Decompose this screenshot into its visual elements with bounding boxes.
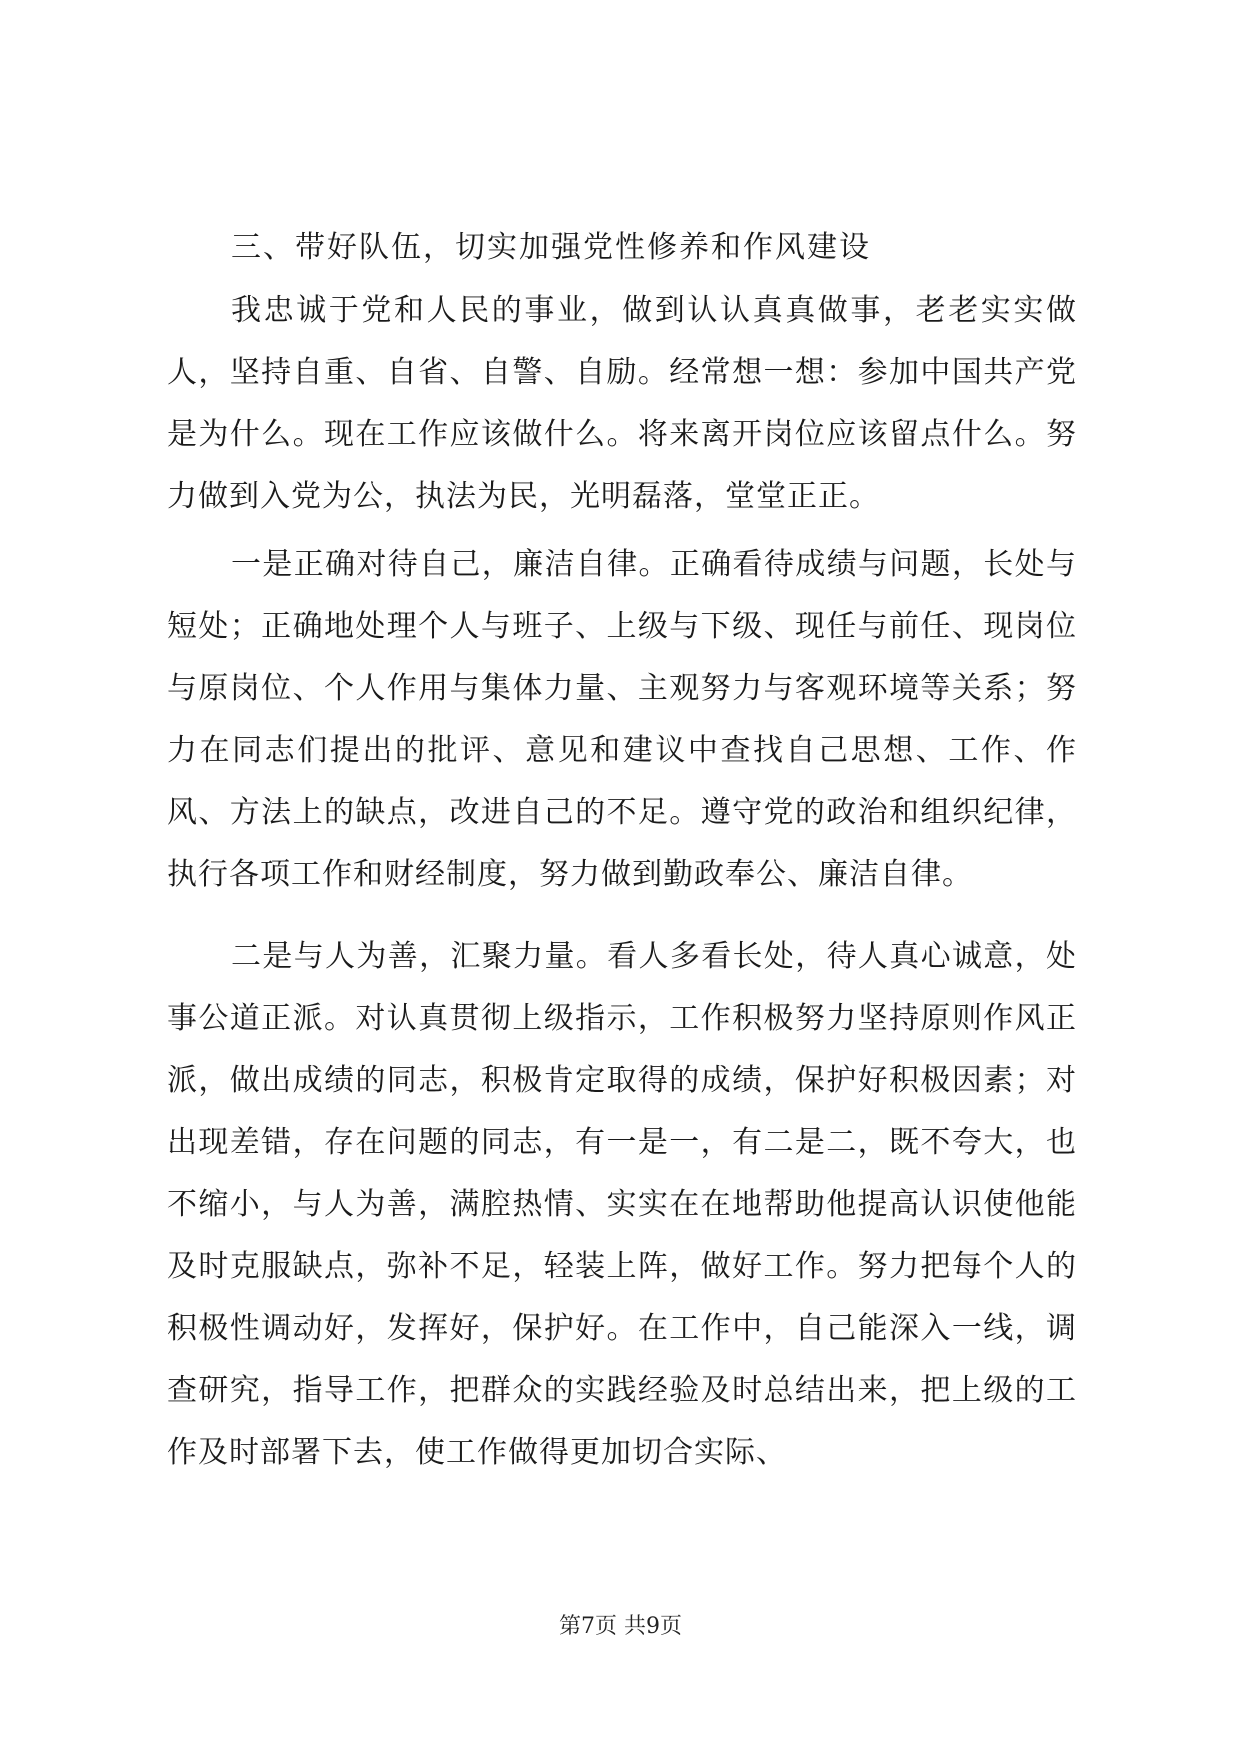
page-number-footer: 第7页 共9页	[559, 1614, 682, 1639]
paragraph-point-two: 二是与人为善，汇聚力量。看人多看长处，待人真心诚意，处事公道正派。对认真贯彻上级指示，工作积极努力坚持原则作风正派，做出成绩的同志，积极肯定取得的成绩，保护好积极因素；对出现差错，存在问题的同志，有一是一，有二是二，既不夸大，也不缩小，与人为善，满腔热情、实实在在地帮助他提高认识使他能及时克服缺点，弥补不足，轻装上阵，做好工作。努力把每个人的积极性调动好，发挥好，保护好。在工作中，自己能深入一线，调查研究，指导工作，把群众的实践经验及时总结出来，把上级的工作及时部署下去，使工作做得更加切合实际、	[167, 939, 1077, 1470]
paragraph-point-one: 一是正确对待自己，廉洁自律。正确看待成绩与问题，长处与短处；正确地处理个人与班子、上级与下级、现任与前任、现岗位与原岗位、个人作用与集体力量、主观努力与客观环境等关系；努力在同志们提出的批评、意见和建议中查找自己思想、工作、作风、方法上的缺点，改进自己的不足。遵守党的政治和组织纪律，执行各项工作和财经制度，努力做到勤政奉公、廉洁自律。	[167, 547, 1077, 892]
paragraph-intro: 我忠诚于党和人民的事业，做到认认真真做事，老老实实做人，坚持自重、自省、自警、自励。经常想一想：参加中国共产党是为什么。现在工作应该做什么。将来离开岗位应该留点什么。努力做到入党为公，执法为民，光明磊落，堂堂正正。	[167, 293, 1077, 514]
section-heading: 三、带好队伍，切实加强党性修养和作风建设	[231, 230, 871, 265]
document-body	[167, 228, 1077, 1484]
